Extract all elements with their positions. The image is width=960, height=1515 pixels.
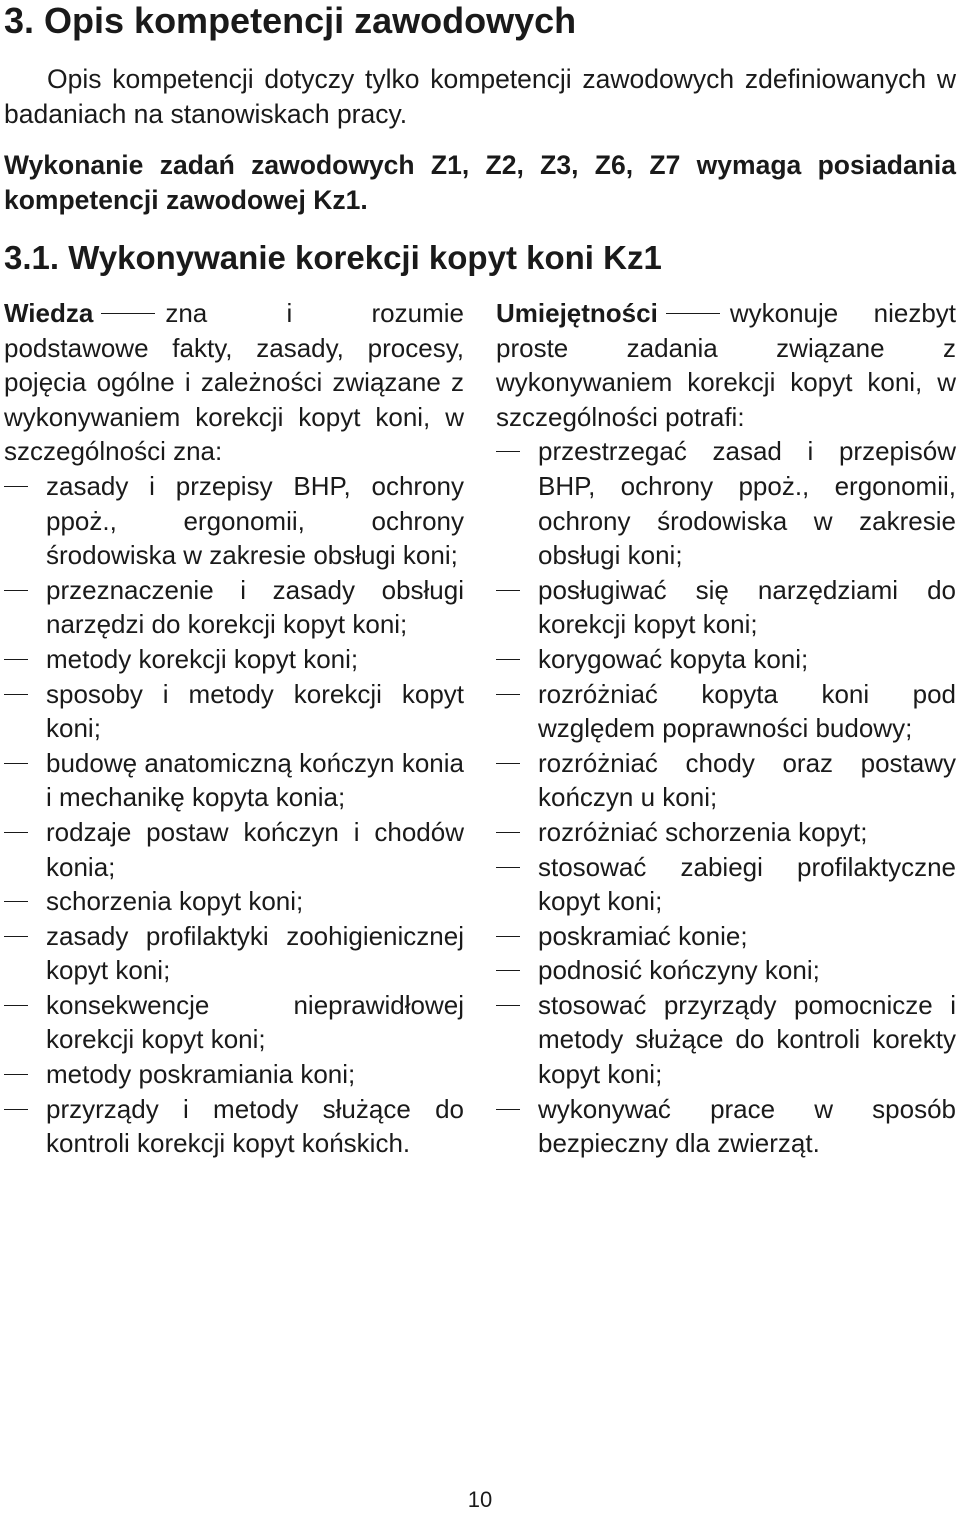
dash-bullet [496, 970, 520, 971]
list-item-text: korygować kopyta koni; [538, 643, 809, 674]
list-item-text: rodzaje postaw kończyn i chodów konia; [46, 816, 464, 882]
list-item-text: konsekwencje nieprawidłowej korekcji kopyt koni; [46, 989, 464, 1055]
knowledge-lead-text: zna i rozumie podstawowe fakty, zasady, procesy, pojęcia ogólne i zależności związane z wykonywaniem korekcji kopyt koni, w szczególności zna: [4, 298, 464, 467]
skills-lead-text: wykonuje niezbyt proste zadania związane z wykonywaniem korekcji kopyt koni, w szczególności potrafi: [496, 298, 956, 432]
knowledge-column [4, 296, 464, 1161]
dash-bullet [4, 763, 28, 764]
intro-paragraph: Opis kompetencji dotyczy tylko kompetencji zawodowych zdefiniowanych w badaniach na stanowiskach pracy. [4, 64, 956, 129]
list-item [496, 642, 956, 677]
list-item [496, 573, 956, 642]
list-item [4, 988, 464, 1057]
list-item-text: przestrzegać zasad i przepisów BHP, ochrony ppoż., ergonomii, ochrony środowiska w zakresie obsługi koni; [538, 436, 956, 571]
list-item-text: zasady profilaktyki zoohigienicznej kopyt koni; [46, 920, 464, 986]
dash-bullet [496, 763, 520, 764]
skills-lead [496, 296, 956, 434]
dash-bullet [496, 1005, 520, 1006]
dash-bullet [496, 451, 520, 452]
list-item [4, 919, 464, 988]
list-item-text: metody poskramiania koni; [46, 1059, 356, 1090]
em-dash [101, 313, 155, 314]
list-item [4, 1057, 464, 1092]
list-item-text: budowę anatomiczną kończyn konia i mechanikę kopyta konia; [46, 747, 464, 813]
dash-bullet [4, 1109, 28, 1110]
list-item-text: wykonywać prace w sposób bezpieczny dla zwierząt. [538, 1093, 956, 1159]
list-item-text: stosować przyrządy pomocnicze i metody służące do kontroli korekty kopyt koni; [538, 989, 956, 1090]
list-item-text: podnosić kończyny koni; [538, 955, 820, 986]
list-item [4, 815, 464, 884]
list-item [496, 677, 956, 746]
list-item-text: sposoby i metody korekcji kopyt koni; [46, 678, 464, 744]
dash-bullet [4, 901, 28, 902]
dash-bullet [496, 590, 520, 591]
list-item-text: posługiwać się narzędziami do korekcji kopyt koni; [538, 574, 956, 640]
list-item [496, 850, 956, 919]
dash-bullet [4, 694, 28, 695]
dash-bullet [4, 1005, 28, 1006]
list-item [496, 746, 956, 815]
dash-bullet [4, 486, 28, 487]
dash-bullet [496, 1109, 520, 1110]
page-number: 10 [467, 1487, 493, 1512]
list-item [4, 746, 464, 815]
list-item [496, 1092, 956, 1161]
skills-label: Umiejętności [496, 298, 658, 328]
list-item-text: przeznaczenie i zasady obsługi narzędzi do korekcji kopyt koni; [46, 574, 464, 640]
dash-bullet [496, 694, 520, 695]
dash-bullet [496, 936, 520, 937]
subsection-title: 3.1. Wykonywanie korekcji kopyt koni Kz1 [4, 239, 662, 276]
list-item [4, 884, 464, 919]
dash-bullet [496, 867, 520, 868]
list-item-text: stosować zabiegi profilaktyczne kopyt koni; [538, 851, 956, 917]
list-item [4, 469, 464, 573]
list-item [4, 642, 464, 677]
list-item-text: przyrządy i metody służące do kontroli korekcji kopyt końskich. [46, 1093, 464, 1159]
skills-list [496, 434, 956, 1160]
list-item-text: rozróżniać schorzenia kopyt; [538, 816, 868, 847]
dash-bullet [4, 659, 28, 660]
list-item [4, 573, 464, 642]
list-item [4, 677, 464, 746]
list-item-text: zasady i przepisy BHP, ochrony ppoż., ergonomii, ochrony środowiska w zakresie obsługi koni; [46, 470, 464, 571]
list-item-text: metody korekcji kopyt koni; [46, 643, 359, 674]
dash-bullet [496, 832, 520, 833]
dash-bullet [496, 659, 520, 660]
list-item [496, 988, 956, 1092]
skills-column [496, 296, 956, 1161]
requirement-paragraph: Wykonanie zadań zawodowych Z1, Z2, Z3, Z6, Z7 wymaga posiadania kompetencji zawodowej Kz1. [4, 150, 956, 215]
dash-bullet [4, 1074, 28, 1075]
list-item [496, 919, 956, 954]
knowledge-list [4, 469, 464, 1161]
em-dash [666, 313, 720, 314]
dash-bullet [4, 590, 28, 591]
dash-bullet [4, 832, 28, 833]
section-title: 3. Opis kompetencji zawodowych [4, 0, 577, 41]
list-item-text: poskramiać konie; [538, 920, 748, 951]
list-item-text: rozróżniać kopyta koni pod względem poprawności budowy; [538, 678, 956, 744]
list-item [496, 434, 956, 572]
list-item-text: rozróżniać chody oraz postawy kończyn u koni; [538, 747, 956, 813]
list-item [496, 815, 956, 850]
knowledge-label: Wiedza [4, 298, 94, 328]
list-item [496, 953, 956, 988]
dash-bullet [4, 936, 28, 937]
list-item-text: schorzenia kopyt koni; [46, 886, 304, 917]
knowledge-lead [4, 296, 464, 469]
list-item [4, 1092, 464, 1161]
